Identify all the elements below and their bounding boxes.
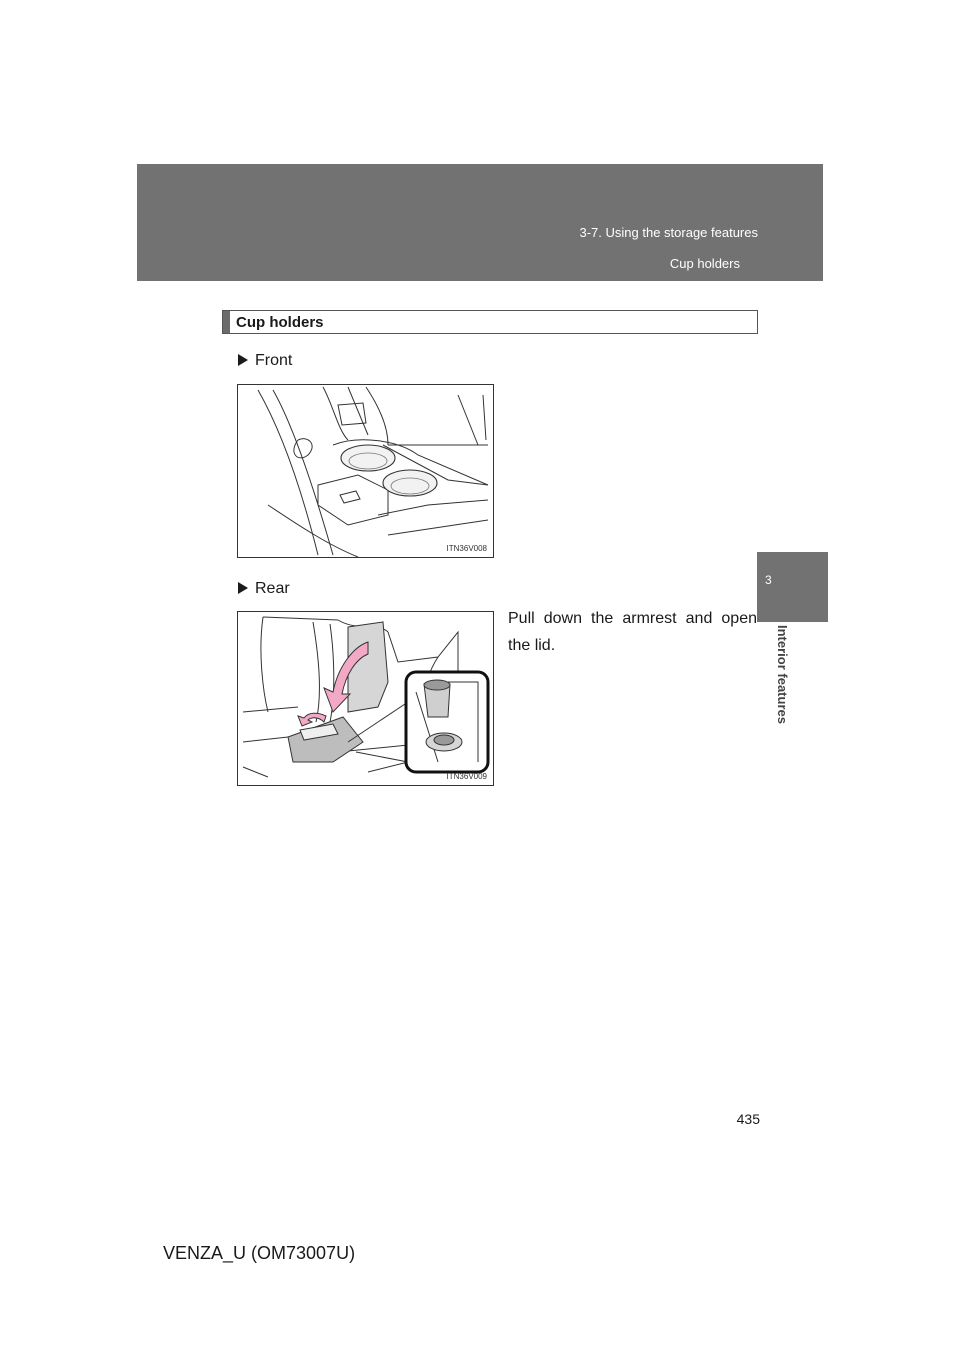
chapter-number: 3 xyxy=(765,573,772,587)
header-band xyxy=(137,164,823,281)
header-section-title: 3-7. Using the storage features xyxy=(579,225,758,240)
lift-lid-arrow-icon xyxy=(298,713,326,726)
section-heading xyxy=(222,310,758,334)
page-number: 435 xyxy=(736,1111,760,1127)
triangle-bullet-icon xyxy=(238,582,248,594)
rear-label: Rear xyxy=(255,580,290,597)
footer-model-code: VENZA_U (OM73007U) xyxy=(163,1243,356,1263)
front-cup-holder-illustration xyxy=(237,384,494,558)
front-bullet xyxy=(238,352,292,370)
triangle-bullet-icon xyxy=(238,354,248,366)
rear-bullet xyxy=(238,580,290,598)
rear-figure-code: ITN36V009 xyxy=(446,772,487,781)
front-figure-code: ITN36V008 xyxy=(446,544,487,553)
rear-description: Pull down the armrest and open the lid. xyxy=(508,610,757,654)
section-heading-title: Cup holders xyxy=(236,314,324,331)
header-subsection-title: Cup holders xyxy=(669,256,740,271)
front-label: Front xyxy=(255,352,293,369)
chapter-label: Interior features xyxy=(775,625,790,724)
chapter-tab xyxy=(757,552,828,622)
rear-cup-holder-illustration xyxy=(237,611,494,786)
heading-bar xyxy=(223,311,230,333)
